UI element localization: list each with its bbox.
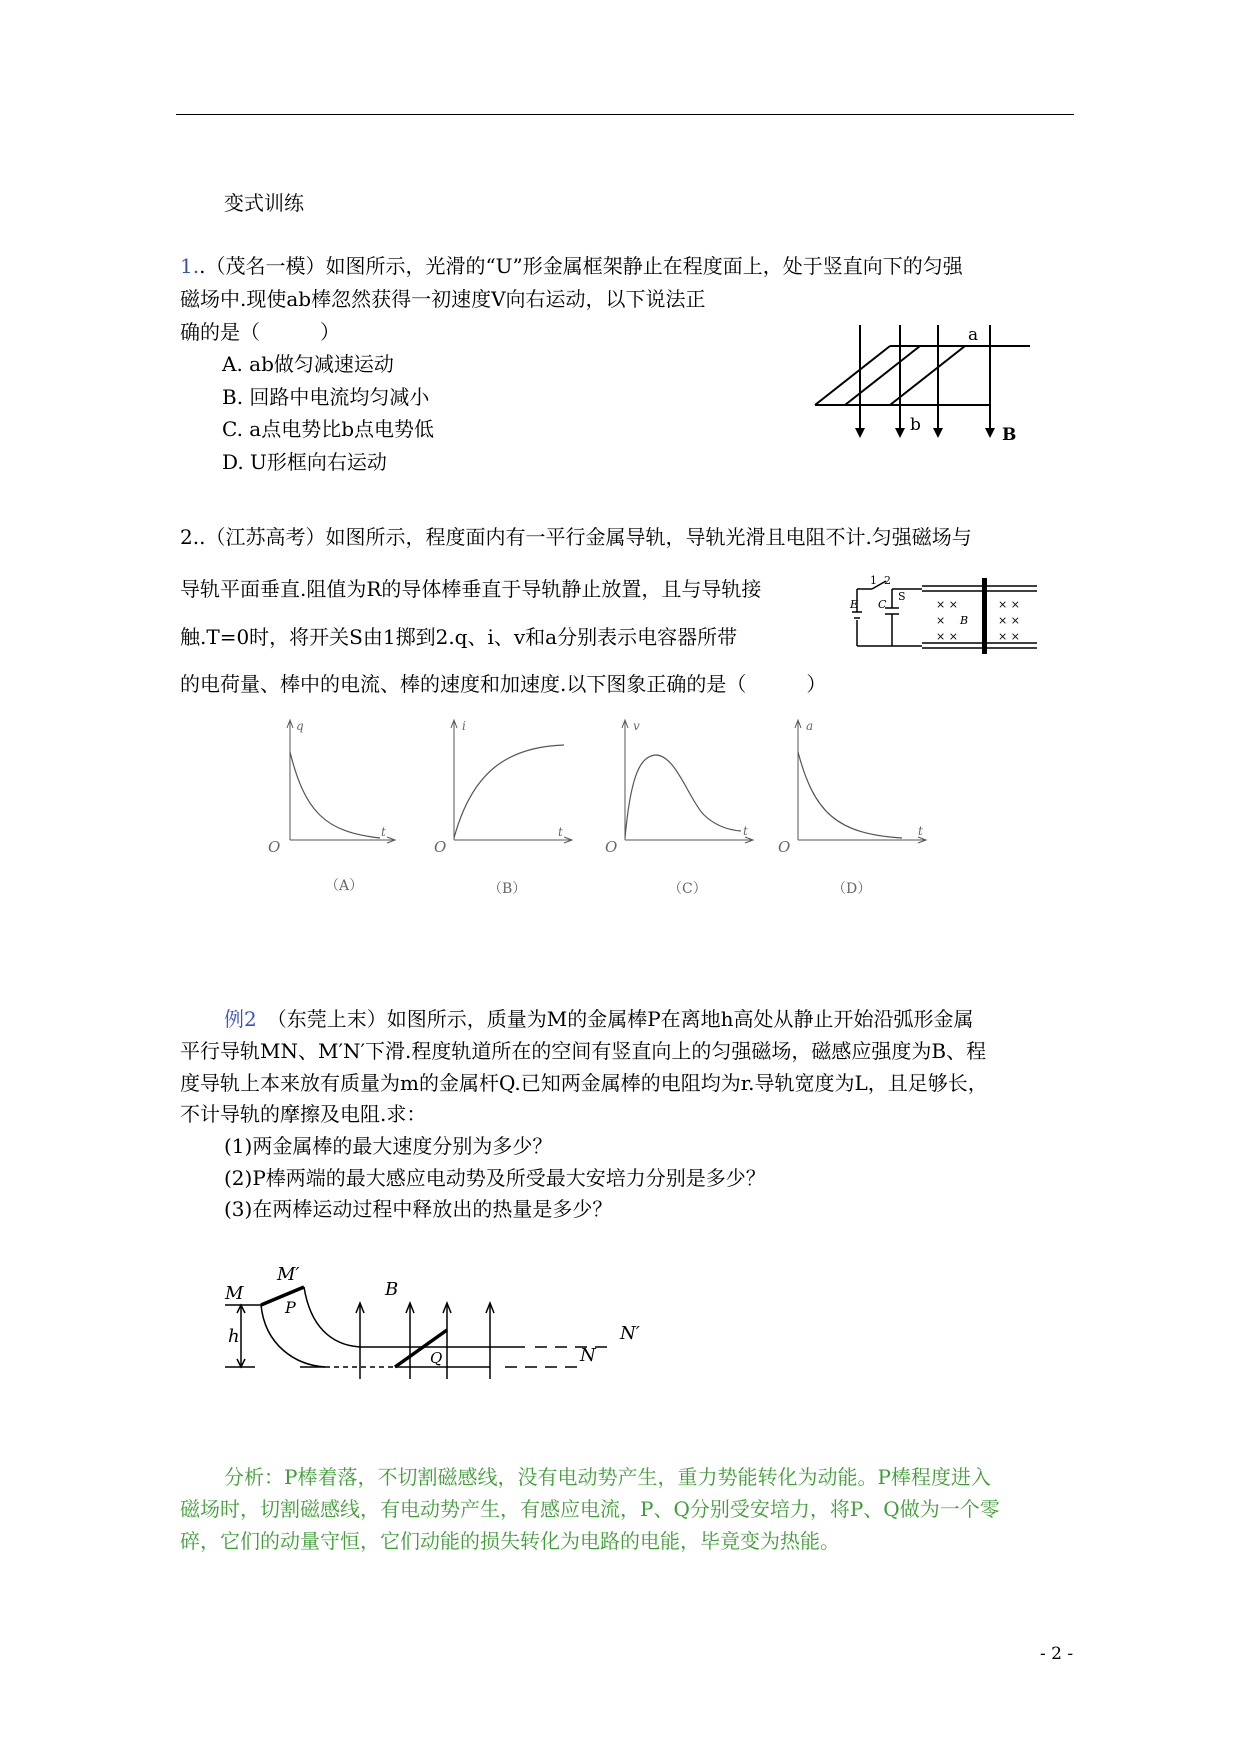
ex2-label-b: B [385, 1279, 399, 1300]
q1-text-1: .（茂名一模）如图所示，光滑的“U”形金属框架静止在程度面上，处于竖直向下的匀强 [199, 254, 963, 278]
graph-d-xlabel: t [918, 824, 923, 838]
ex2-label-p: P [285, 1298, 296, 1317]
ex2-sub-2: (2)P棒两端的最大感应电动势及所受最大安培力分别是多少？ [224, 1166, 766, 1190]
ex2-label-h: h [228, 1326, 240, 1347]
ex2-label: 例2 [224, 1007, 257, 1031]
page-number: - 2 - [1040, 1644, 1074, 1664]
ex2-line2: 平行导轨MN、M′N′下滑.程度轨道所在的空间有竖直向上的匀强磁场，磁感应强度为B、程 [180, 1039, 987, 1063]
ex2-figure [225, 1255, 665, 1385]
q2-label-e: E [850, 598, 859, 611]
graph-b-ylabel: i [462, 719, 466, 733]
graph-a-xlabel: t [381, 825, 386, 839]
graph-c-origin: O [605, 838, 618, 856]
ex2-line1 [224, 1007, 974, 1031]
graph-a-caption: （A） [325, 878, 364, 894]
graph-a-origin: O [268, 838, 281, 856]
q1-line3: 确的是（ ） [180, 320, 340, 344]
q2-graph-d [776, 712, 926, 872]
q2-circuit-figure [852, 574, 1042, 654]
analysis-line3: 碎，它们的动量守恒，它们动能的损失转化为电路的电能，毕竟变为热能。 [180, 1529, 840, 1553]
svg-text:× ×: × × [936, 598, 958, 611]
ex2-label-m: M [225, 1283, 244, 1304]
q1-option-b: B. 回路中电流均匀减小 [222, 385, 430, 409]
graph-a-ylabel: q [296, 719, 304, 733]
q1-line2: 磁场中.现使ab棒忽然获得一初速度V向右运动，以下说法正 [180, 287, 706, 311]
graph-c-xlabel: t [743, 824, 748, 838]
q1-rail-left [845, 346, 920, 405]
graph-c-ylabel: v [633, 719, 640, 733]
svg-text:× ×: × × [998, 598, 1020, 611]
svg-text:×: × [936, 614, 946, 627]
q1-option-c: C. a点电势比b点电势低 [222, 417, 435, 441]
ex2-label-q: Q [430, 1349, 443, 1367]
ex2-label-nprime: N′ [620, 1323, 640, 1344]
graph-b-origin: O [434, 838, 447, 856]
svg-text:× ×: × × [936, 630, 958, 643]
q2-label-1: 1 [870, 574, 877, 587]
graph-b-caption: （B） [488, 881, 527, 897]
ex2-label-n: N [580, 1345, 596, 1366]
q2-line1: 2..（江苏高考）如图所示，程度面内有一平行金属导轨，导轨光滑且电阻不计.匀强磁场与 [180, 525, 972, 549]
ex2-line3: 度导轨上本来放有质量为m的金属杆Q.已知两金属棒的电阻均为r.导轨宽度为L，且足够长， [180, 1071, 988, 1095]
q1-label-b: b [910, 415, 921, 435]
graph-d-ylabel: a [806, 719, 814, 733]
ex2-label-mprime: M′ [277, 1264, 300, 1285]
analysis-line2: 磁场时，切割磁感线，有电动势产生，有感应电流，P、Q分别受安培力，将P、Q做为一个零 [180, 1497, 1000, 1521]
q1-label-field: B [1002, 425, 1017, 445]
ex2-sub-3: (3)在两棒运动过程中释放出的热量是多少？ [224, 1197, 613, 1221]
q1-label-a: a [968, 325, 979, 345]
q2-label-s: S [898, 590, 906, 603]
q1-number: 1. [180, 254, 200, 278]
q1-figure [810, 320, 1040, 445]
analysis-line1: 分析：P棒着落，不切割磁感线，没有电动势产生，重力势能转化为动能。P棒程度进入 [224, 1465, 991, 1489]
graph-d-origin: O [778, 838, 791, 856]
ex2-sub-1: (1)两金属棒的最大速度分别为多少？ [224, 1134, 553, 1158]
q1-option-a: A. ab做匀减速运动 [222, 352, 394, 376]
svg-text:× ×: × × [998, 630, 1020, 643]
graph-b-xlabel: t [558, 825, 563, 839]
q2-label-b: B [960, 614, 969, 627]
q1-option-d: D. U形框向右运动 [222, 450, 387, 474]
section-title: 变式训练 [224, 191, 304, 215]
ex2-text-1: （东莞上末）如图所示，质量为M的金属棒P在离地h高处从静止开始沿弧形金属 [276, 1007, 974, 1031]
q2-graph-c [603, 712, 753, 872]
q2-graph-a [265, 712, 395, 894]
header-rule [176, 114, 1074, 115]
q2-label-2: 2 [884, 574, 891, 587]
q2-line3: 触.T=0时，将开关S由1掷到2.q、i、v和a分别表示电容器所带 [180, 625, 738, 649]
graph-c-caption: （C） [668, 881, 707, 897]
q2-label-c: C [878, 598, 887, 611]
graph-d-caption: （D） [832, 881, 872, 897]
q2-line2: 导轨平面垂直.阻值为R的导体棒垂直于导轨静止放置，且与导轨接 [180, 577, 762, 601]
q2-graph-b [432, 712, 572, 872]
svg-text:× ×: × × [998, 614, 1020, 627]
q1-line1 [180, 254, 963, 278]
q2-line4: 的电荷量、棒中的电流、棒的速度和加速度.以下图象正确的是（ ） [180, 672, 827, 696]
ex2-line4: 不计导轨的摩擦及电阻.求： [180, 1102, 427, 1126]
